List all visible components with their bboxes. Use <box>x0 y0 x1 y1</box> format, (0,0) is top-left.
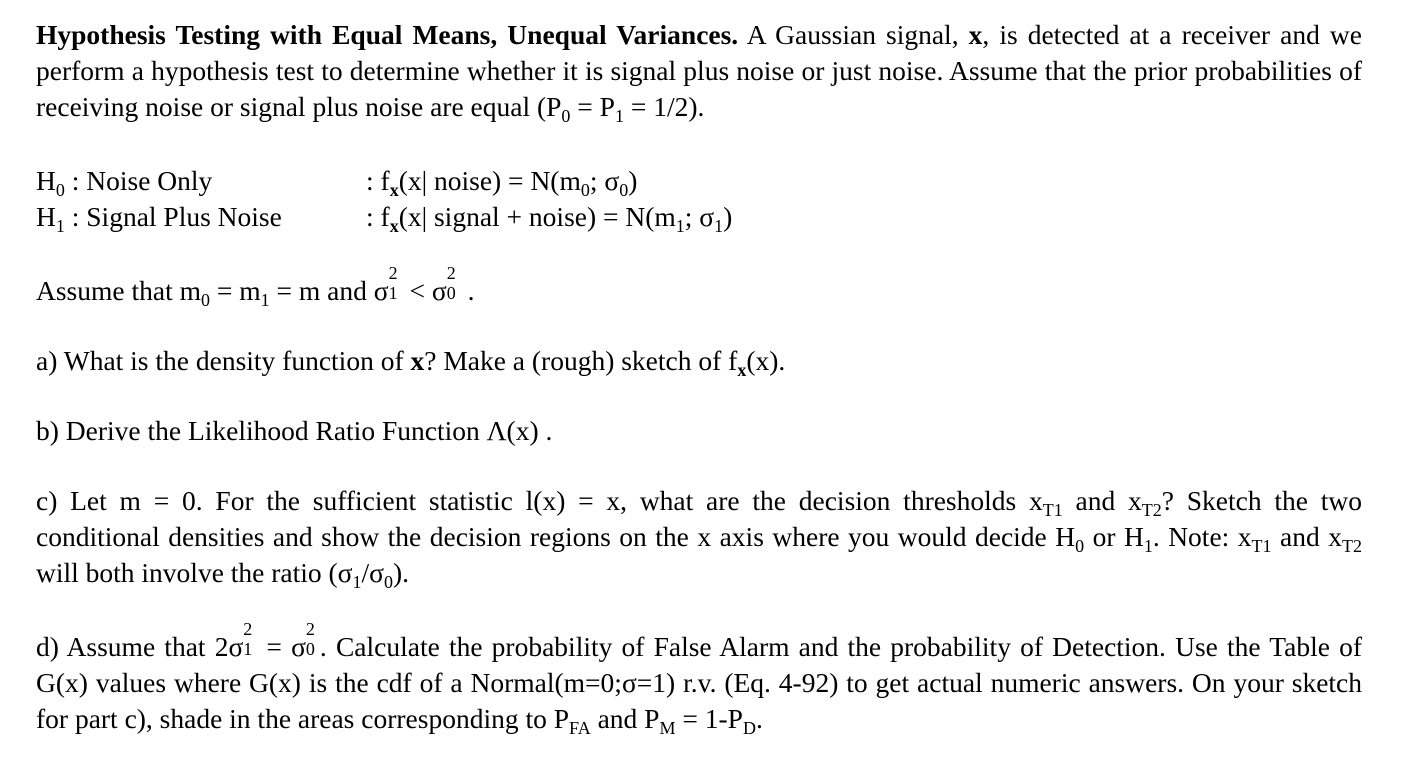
hypothesis-h1-label: $H_1$ : Signal Plus Noise <box>36 201 282 236</box>
part-d-question: d) Assume that 2σ 2 1 = σ 2 0 . Calculate the probability of False Alarm and the probability of Detection. Use the Table of G(x) values where G(x) is the cdf of a Normal(m=0;σ=1) r.v. (Eq. 4-92) to get actual numeric answers. On your sketch for part c), shade in the areas corresponding to $P_{FA}$ and $P_M = 1-P_D$. <box>36 619 1362 738</box>
hypothesis-h0 <box>36 163 1362 199</box>
subscript: 0 <box>561 106 571 126</box>
intro-text: = P <box>570 91 615 122</box>
hypothesis-h0-label: $H_0$ : Noise Only <box>36 165 213 200</box>
part-a-question: a) What is the density function of x? Make a (rough) sketch of $f_x(x)$. <box>36 345 786 380</box>
signal-variable: x <box>968 19 983 50</box>
intro-paragraph <box>36 17 1362 125</box>
intro-text: = 1/2). <box>623 91 705 122</box>
problem-title: Hypothesis Testing with Equal Means, Unequal Variances. <box>36 19 739 50</box>
problem-document <box>36 17 1362 737</box>
hypothesis-h0-density: : $f_x(x|$ noise) = $N(m_0$; $\sigma_0$) <box>366 165 638 200</box>
assumption-line: Assume that $m_0 = m_1 = m$ and σ 2 1 < σ 2 0 . <box>36 263 475 310</box>
hypothesis-h1 <box>36 199 1362 235</box>
intro-text: A Gaussian signal, <box>738 19 969 50</box>
subscript: 1 <box>614 106 624 126</box>
part-b-question: b) Derive the Likelihood Ratio Function Λ(x) . <box>36 415 553 446</box>
intro-text: , is detected at a receiver and we perform a hypothesis test to determine whether it is signal plus noise or just noise. Assume that the prior probabilities of receiving noise or signal plus noise are equal (P <box>36 19 1362 122</box>
part-c-question: c) Let m = 0. For the sufficient statistic l(x) = x, what are the decision thresholds $x_{T1}$ and $x_{T2}$? Sketch the two conditional densities and show the decision regions on the x axis where you would decide $H_0$ or $H_1$. Note: $x_{T1}$ and $x_{T2}$ will both involve the ratio $(\sigma_1/\sigma_0)$. <box>36 485 1362 592</box>
hypothesis-h1-density: : $f_x(x|$ signal + noise) = $N(m_1$; $\sigma_1$) <box>366 201 733 236</box>
